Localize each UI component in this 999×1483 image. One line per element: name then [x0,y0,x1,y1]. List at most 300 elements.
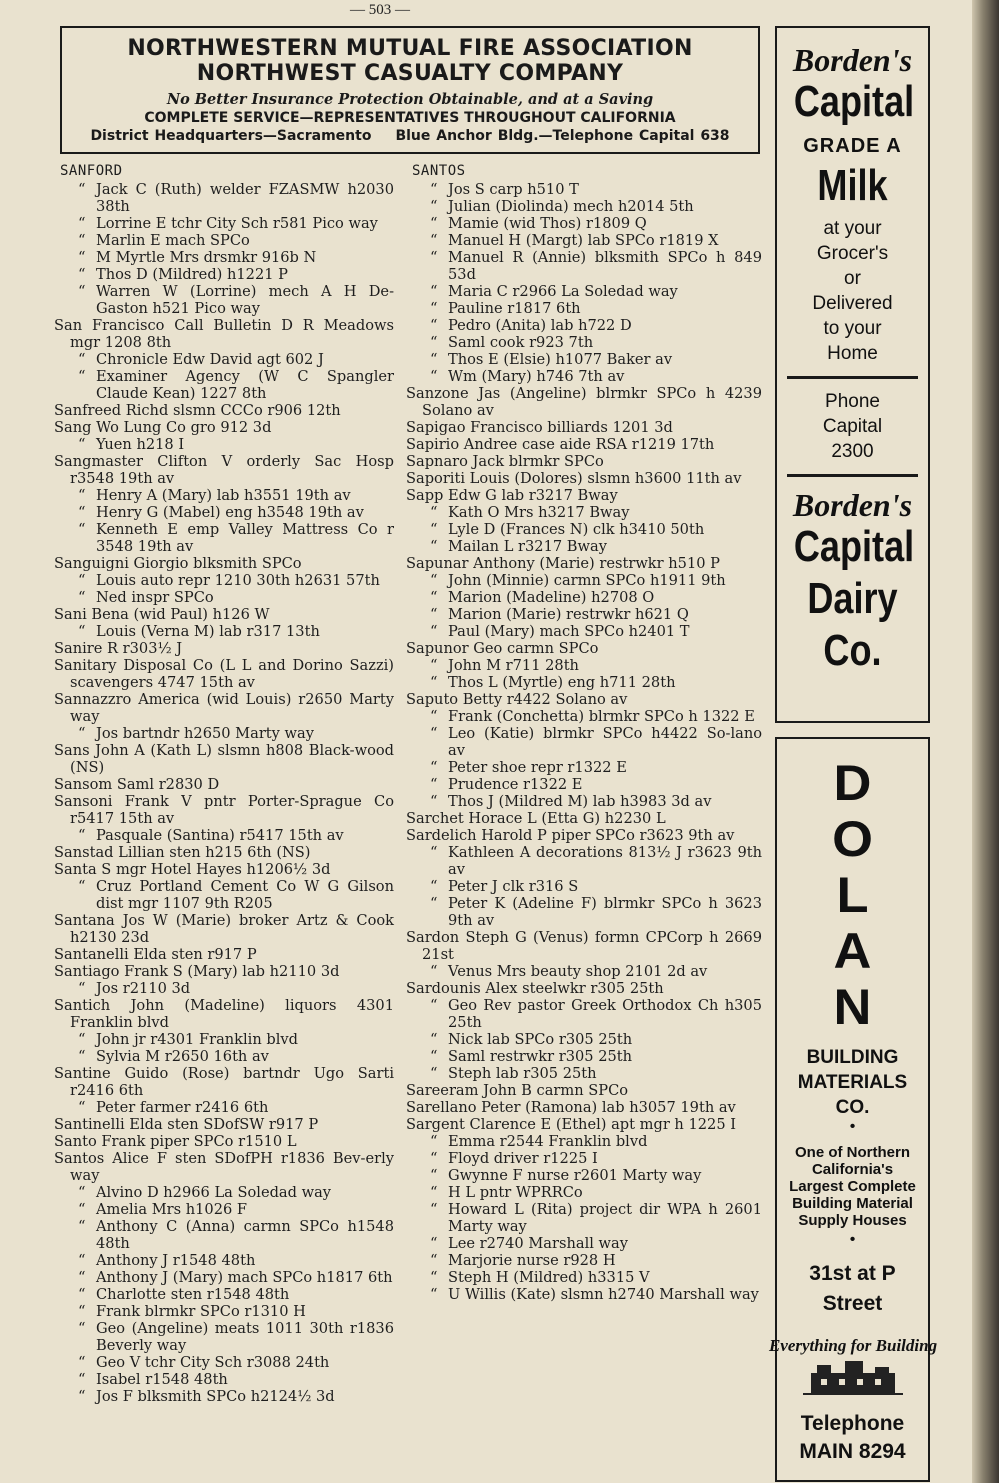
directory-entry [54,215,394,232]
directory-entry [54,249,394,266]
phone-number: 2300 [831,441,874,462]
entry-text: Santa S mgr Hotel Hayes h1206½ 3d [54,861,331,878]
entry-text: Isabel r1548 48th [96,1371,228,1388]
directory-entry [54,589,394,606]
ditto-mark: “ [430,368,438,385]
entry-text: Chronicle Edw David agt 602 J [96,351,324,368]
side-ads [768,26,937,1482]
entry-text: Sapunor Geo carmn SPCo [406,640,599,657]
directory-entry [406,810,762,827]
ditto-mark: “ [430,657,438,674]
ditto-mark: “ [430,674,438,691]
entry-text: Alvino D h2966 La Soledad way [96,1184,332,1201]
directory-entry [406,1286,762,1303]
telephone-label: Telephone [800,1412,905,1435]
ditto-mark: “ [430,1269,438,1286]
ditto-mark: “ [78,1320,86,1337]
entry-text: Saml cook r923 7th [448,334,594,351]
directory-entry [54,861,394,878]
directory-entry [406,589,762,606]
directory-entry [406,827,762,844]
address-1: 31st at P [809,1262,896,1285]
entry-text: Marion (Marie) restrwkr h621 Q [448,606,689,623]
directory-entry [54,1201,394,1218]
ad-line-5 [62,128,758,144]
dolan-letter-a: A [833,923,872,979]
ad-text-3: or [844,268,861,289]
entry-text: Maria C r2966 La Soledad way [448,283,678,300]
grade-a: GRADE A [803,135,902,157]
directory-entry [54,1354,394,1371]
dolan-letter-d: D [833,755,872,811]
entry-text: Steph lab r305 25th [448,1065,597,1082]
directory-entry [54,283,394,317]
entry-text: Lyle D (Frances N) clk h3410 50th [448,521,705,538]
entry-text: Frank (Conchetta) blrmkr SPCo h 1322 E [448,708,755,725]
company: Co. [823,626,882,675]
ditto-mark: “ [430,249,438,266]
entry-text: Marjorie nurse r928 H [448,1252,616,1269]
ditto-mark: “ [430,1184,438,1201]
entry-text: Santine Guido (Rose) bartndr Ugo Sarti r2416 6th [54,1065,394,1099]
phone-exchange: Capital [822,416,883,437]
divider-2 [787,474,918,477]
logo-text: Everything for Building [768,1336,937,1355]
ditto-mark: “ [78,283,86,300]
bordens-logo-1: Borden's [792,42,913,78]
entry-text: Sapirio Andree case aide RSA r1219 17th [406,436,715,453]
directory-entry [406,368,762,385]
ditto-mark: “ [78,487,86,504]
entry-text: Warren W (Lorrine) mech A H De-Gaston h521 Pico way [96,283,394,317]
entry-text: Floyd driver r1225 I [448,1150,598,1167]
directory-entry [406,691,762,708]
directory-entry [54,640,394,657]
directory-entry [406,317,762,334]
ditto-mark: “ [430,1201,438,1218]
directory-entry [406,1150,762,1167]
directory-entry [406,1116,762,1133]
directory-entry [406,1252,762,1269]
ditto-mark: “ [78,181,86,198]
ad-line-1: NORTHWESTERN MUTUAL FIRE ASSOCIATION [127,36,693,61]
entry-text: Jos S carp h510 T [448,181,579,198]
entry-text: Cruz Portland Cement Co W G Gilson dist mgr 1107 9th R205 [96,878,394,912]
entry-text: Santana Jos W (Marie) broker Artz & Cook h2130 23d [54,912,394,946]
entry-text: Sareeram John B carmn SPCo [406,1082,629,1099]
entry-text: Henry G (Mabel) eng h3548 19th av [96,504,364,521]
entry-text: Santiago Frank S (Mary) lab h2110 3d [54,963,340,980]
directory-entry [54,725,394,742]
ditto-mark: “ [78,368,86,385]
entry-text: John M r711 28th [448,657,579,674]
desc-2: California's [811,1161,894,1178]
capital-2: Capital [793,522,915,571]
page-number: — 503 — [350,2,410,18]
directory-entry [406,198,762,215]
entry-text: Sarellano Peter (Ramona) lab h3057 19th av [406,1099,736,1116]
address-2: Street [822,1292,883,1315]
entry-text: U Willis (Kate) slsmn h2740 Marshall way [448,1286,759,1303]
ditto-mark: “ [430,759,438,776]
entry-text: Marion (Madeline) h2708 O [448,589,655,606]
entry-text: Thos L (Myrtle) eng h711 28th [448,674,676,691]
entry-text: Sardounis Alex steelwkr r305 25th [406,980,664,997]
entry-text: Examiner Agency (W C Spangler Claude Kean) 1227 8th [96,368,394,402]
ditto-mark: “ [430,1031,438,1048]
entry-text: Sansoni Frank V pntr Porter-Sprague Co r5417 15th av [54,793,394,827]
directory-entry [54,504,394,521]
ditto-mark: “ [430,1167,438,1184]
ditto-mark: “ [430,589,438,606]
desc-5: Supply Houses [798,1212,907,1229]
dolan-letter-n: N [833,979,872,1035]
directory-entry [54,572,394,589]
entry-text: Louis auto repr 1210 30th h2631 57th [96,572,380,589]
entry-text: Santanelli Elda sten r917 P [54,946,257,963]
ditto-mark: “ [430,334,438,351]
entry-text: M Myrtle Mrs drsmkr 916b N [96,249,317,266]
ditto-mark: “ [430,1252,438,1269]
directory-entry [406,776,762,793]
co-label: CO. [835,1097,870,1118]
directory-entry [406,997,762,1031]
directory-entry [54,997,394,1031]
directory-entry [54,453,394,487]
entry-text: Marlin E mach SPCo [96,232,250,249]
entry-text: Sapp Edw G lab r3217 Bway [406,487,618,504]
directory-entry [406,1031,762,1048]
entry-text: Jos r2110 3d [96,980,191,997]
directory-entry [54,1099,394,1116]
ditto-mark: “ [430,776,438,793]
directory-entry [406,657,762,674]
directory-entry [406,487,762,504]
ad-text-2: Grocer's [816,243,889,264]
entry-text: Jos F blksmith SPCo h2124½ 3d [96,1388,335,1405]
directory-entry [54,878,394,912]
bordens-logo-2: Borden's [792,487,913,523]
directory-entry [54,1286,394,1303]
directory-entry [406,504,762,521]
building-label: BUILDING [806,1047,899,1068]
entry-text: Sansom Saml r2830 D [54,776,220,793]
entry-text: Mamie (wid Thos) r1809 Q [448,215,647,232]
ditto-mark: “ [430,606,438,623]
entry-text: Amelia Mrs h1026 F [96,1201,248,1218]
entry-text: Manuel H (Margt) lab SPCo r1819 X [448,232,719,249]
dolan-letter-o: O [832,811,873,867]
entry-text: Saputo Betty r4422 Solano av [406,691,628,708]
directory-entry [54,1388,394,1405]
ditto-mark: “ [78,1099,86,1116]
ditto-mark: “ [78,1286,86,1303]
dolan-ad [768,737,937,1482]
entry-text: Santinelli Elda sten SDofSW r917 P [54,1116,319,1133]
entry-text: Peter K (Adeline F) blrmkr SPCo h 3623 9th av [448,895,762,929]
ditto-mark: “ [430,317,438,334]
entry-text: Geo (Angeline) meats 1011 30th r1836 Beverly way [96,1320,394,1354]
ditto-mark: “ [78,980,86,997]
ditto-mark: “ [78,1269,86,1286]
bullet-2: • [849,1231,856,1248]
ditto-mark: “ [430,572,438,589]
directory-entry [406,300,762,317]
directory-entry [54,1252,394,1269]
ditto-mark: “ [430,1286,438,1303]
directory-entry [54,317,394,351]
directory-entry [54,402,394,419]
ditto-mark: “ [430,351,438,368]
directory-entry [406,674,762,691]
entry-text: Emma r2544 Franklin blvd [448,1133,648,1150]
entry-text: Yuen h218 I [96,436,185,453]
directory-entry [54,1218,394,1252]
entry-text: Sanguigni Giorgio blksmith SPCo [54,555,302,572]
entry-text: John jr r4301 Franklin blvd [96,1031,298,1048]
ditto-mark: “ [430,232,438,249]
ditto-mark: “ [78,436,86,453]
directory-entry [54,946,394,963]
entry-text: Sarchet Horace L (Etta G) h2230 L [406,810,666,827]
directory-entry [54,912,394,946]
entry-text: Sargent Clarence E (Ethel) apt mgr h 1225 I [406,1116,737,1133]
directory-entry [406,1269,762,1286]
entry-text: Lorrine E tchr City Sch r581 Pico way [96,215,378,232]
directory-entry [54,436,394,453]
directory-entry [54,555,394,572]
directory-entry [54,827,394,844]
ditto-mark: “ [78,1184,86,1201]
directory-entry [406,980,762,997]
directory-entry [54,1116,394,1133]
ditto-mark: “ [78,215,86,232]
entry-text: Sangmaster Clifton V orderly Sac Hosp r3548 19th av [54,453,394,487]
entry-text: Steph H (Mildred) h3315 V [448,1269,650,1286]
ditto-mark: “ [78,266,86,283]
directory-entry [406,351,762,368]
ditto-mark: “ [430,1048,438,1065]
entry-text: Sanfreed Richd slsmn CCCo r906 12th [54,402,341,419]
entry-text: Frank blrmkr SPCo r1310 H [96,1303,306,1320]
entry-text: Pedro (Anita) lab h722 D [448,317,632,334]
directory-entry [54,1133,394,1150]
ditto-mark: “ [78,827,86,844]
ditto-mark: “ [430,708,438,725]
directory-entry [406,521,762,538]
directory-entry [54,351,394,368]
directory-entry [54,419,394,436]
directory-entry [54,1048,394,1065]
ditto-mark: “ [430,521,438,538]
entry-text: Leo (Katie) blrmkr SPCo h4422 So-lano av [448,725,762,759]
ditto-mark: “ [430,198,438,215]
right-column-header: SANTOS [412,163,466,179]
ditto-mark: “ [430,538,438,555]
directory-entry [54,793,394,827]
materials-label: MATERIALS [797,1072,908,1093]
left-listing-column [54,163,394,1405]
ditto-mark: “ [78,1048,86,1065]
directory-entry [406,385,762,419]
ad-line-5b: Blue Anchor Bldg.—Telephone Capital 638 [395,128,730,144]
ditto-mark: “ [78,1031,86,1048]
entry-text: Peter shoe repr r1322 E [448,759,627,776]
entry-text: Pasquale (Santina) r5417 15th av [96,827,344,844]
ad-line-5a: District Headquarters—Sacramento [90,128,372,144]
directory-entry [406,1184,762,1201]
ditto-mark: “ [430,283,438,300]
entry-text: Santo Frank piper SPCo r1510 L [54,1133,297,1150]
directory-entry [54,1184,394,1201]
directory-entry [406,436,762,453]
entry-text: Santich John (Madeline) liquors 4301 Franklin blvd [54,997,394,1031]
directory-entry [54,844,394,861]
entry-text: Howard L (Rita) project dir WPA h 2601 Marty way [448,1201,762,1235]
directory-entry [54,521,394,555]
entry-text: Paul (Mary) mach SPCo h2401 T [448,623,690,640]
directory-entry [54,266,394,283]
desc-1: One of Northern [795,1144,910,1161]
ditto-mark: “ [78,1388,86,1405]
entry-text: Sani Bena (wid Paul) h126 W [54,606,270,623]
ditto-mark: “ [78,1201,86,1218]
entry-text: Saml restrwkr r305 25th [448,1048,633,1065]
directory-entry [406,623,762,640]
directory-entry [54,1150,394,1184]
entry-text: Thos J (Mildred M) lab h3983 3d av [448,793,712,810]
directory-entry [406,878,762,895]
directory-entry [406,895,762,929]
directory-entry [54,487,394,504]
directory-entry [54,1371,394,1388]
directory-entry [406,1065,762,1082]
bordens-ad [775,26,930,723]
ditto-mark: “ [78,878,86,895]
ditto-mark: “ [430,1133,438,1150]
entry-text: Anthony J r1548 48th [96,1252,256,1269]
directory-entry [406,1235,762,1252]
entry-text: John (Minnie) carmn SPCo h1911 9th [448,572,726,589]
entry-text: Sang Wo Lung Co gro 912 3d [54,419,272,436]
directory-entry [54,776,394,793]
ditto-mark: “ [430,963,438,980]
directory-entry [406,283,762,300]
directory-entry [406,1048,762,1065]
entry-text: Sans John A (Kath L) slsmn h808 Black-wood (NS) [54,742,394,776]
entry-text: Peter farmer r2416 6th [96,1099,269,1116]
directory-entry [54,1303,394,1320]
entry-text: Henry A (Mary) lab h3551 19th av [96,487,351,504]
ditto-mark: “ [78,232,86,249]
ditto-mark: “ [78,1218,86,1235]
ditto-mark: “ [78,623,86,640]
ditto-mark: “ [430,878,438,895]
entry-text: Sapigao Francisco billiards 1201 3d [406,419,673,436]
directory-entry [54,980,394,997]
ad-text-1: at your [823,218,882,239]
entry-text: Nick lab SPCo r305 25th [448,1031,633,1048]
left-column-header: SANFORD [60,163,123,179]
ditto-mark: “ [430,844,438,861]
directory-entry [406,232,762,249]
directory-entry [54,232,394,249]
directory-entry [54,1031,394,1048]
entry-text: Sanzone Jas (Angeline) blrmkr SPCo h 4239 Solano av [406,385,762,419]
entry-text: Sardelich Harold P piper SPCo r3623 9th av [406,827,735,844]
ditto-mark: “ [430,793,438,810]
entry-text: Kenneth E emp Valley Mattress Co r 3548 19th av [96,521,394,555]
ditto-mark: “ [78,351,86,368]
entry-text: Santos Alice F sten SDofPH r1836 Bev-erly way [54,1150,394,1184]
entry-text: Kath O Mrs h3217 Bway [448,504,630,521]
ad-text-6: Home [827,343,878,364]
entry-text: Venus Mrs beauty shop 2101 2d av [448,963,708,980]
ad-line-2: NORTHWEST CASUALTY COMPANY [196,61,624,86]
directory-entry [406,1201,762,1235]
ditto-mark: “ [430,895,438,912]
entry-text: Thos D (Mildred) h1221 P [96,266,288,283]
ditto-mark: “ [78,504,86,521]
ditto-mark: “ [78,572,86,589]
directory-entry [406,555,762,572]
directory-entry [406,1167,762,1184]
entry-text: Lee r2740 Marshall way [448,1235,628,1252]
ditto-mark: “ [78,725,86,742]
entry-text: Gwynne F nurse r2601 Marty way [448,1167,702,1184]
capital-1: Capital [793,77,915,126]
directory-entry [54,657,394,691]
dairy: Dairy [807,574,898,623]
entry-text: Prudence r1322 E [448,776,583,793]
directory-entry [406,538,762,555]
entry-text: Kathleen A decorations 813½ J r3623 9th av [448,844,762,878]
ditto-mark: “ [430,1235,438,1252]
directory-entry [54,1065,394,1099]
page-edge [972,0,999,1483]
directory-entry [406,215,762,232]
directory-entry [54,1269,394,1286]
insurance-ad [60,26,760,154]
directory-entry [406,759,762,776]
directory-entry [54,1320,394,1354]
entry-text: Sapunar Anthony (Marie) restrwkr h510 P [406,555,720,572]
ditto-mark: “ [78,1303,86,1320]
directory-entry [406,606,762,623]
directory-entry [54,742,394,776]
ditto-mark: “ [78,1371,86,1388]
entry-text: Sylvia M r2650 16th av [96,1048,269,1065]
phone-label: Phone [825,391,880,412]
directory-entry [406,453,762,470]
directory-entry [406,708,762,725]
entry-text: Thos E (Elsie) h1077 Baker av [448,351,673,368]
ditto-mark: “ [430,623,438,640]
ditto-mark: “ [430,504,438,521]
entry-text: Sanire R r303½ J [54,640,183,657]
directory-entry [406,470,762,487]
entry-text: Manuel R (Annie) blksmith SPCo h 849 53d [448,249,762,283]
entry-text: Anthony C (Anna) carmn SPCo h1548 48th [96,1218,394,1252]
ad-text-4: Delivered [812,293,893,314]
directory-entry [406,963,762,980]
directory-entry [406,929,762,963]
ditto-mark: “ [430,1065,438,1082]
ditto-mark: “ [78,589,86,606]
ditto-mark: “ [430,300,438,317]
bullet-1: • [849,1118,856,1135]
entry-text: Charlotte sten r1548 48th [96,1286,290,1303]
